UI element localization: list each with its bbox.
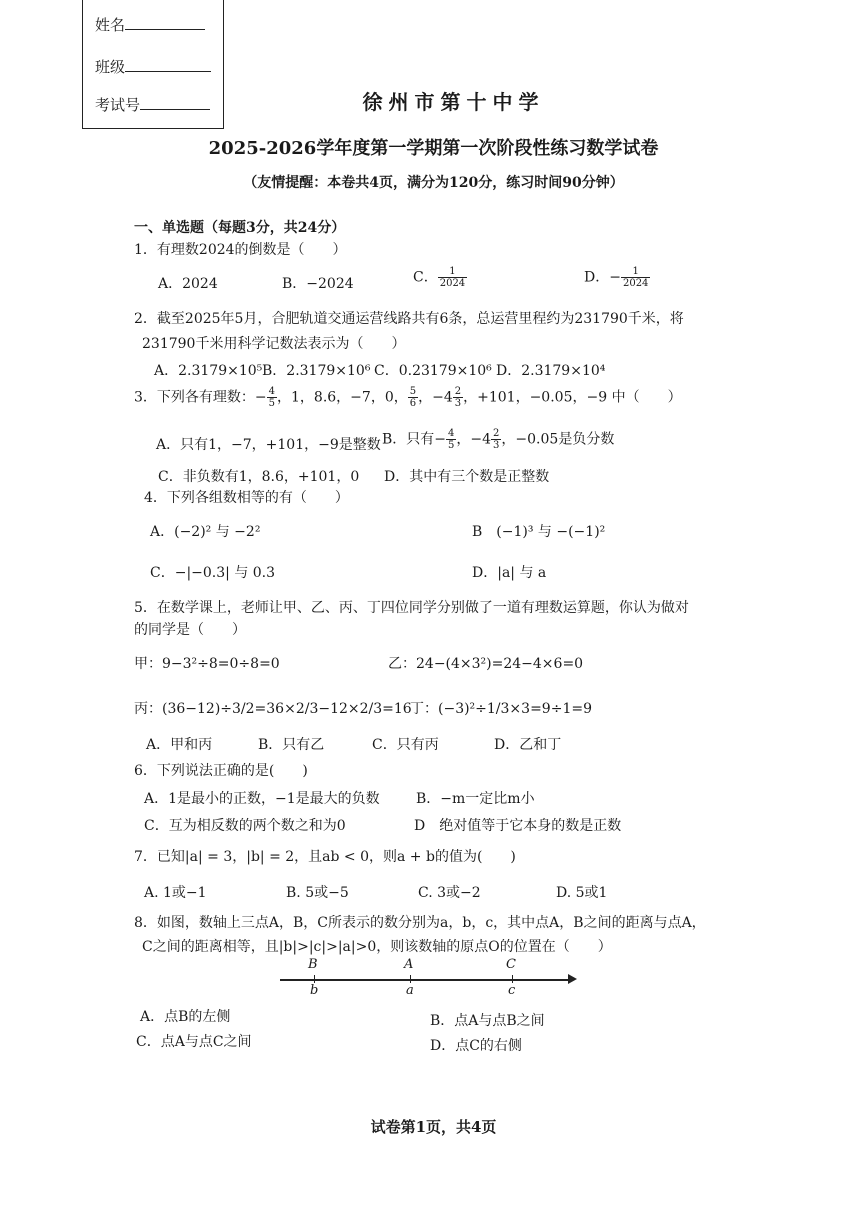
q5-option-a: A．甲和丙 xyxy=(146,737,213,753)
q8-option-a: A．点B的左侧 xyxy=(140,1009,231,1025)
q1-option-b: B．−2024 xyxy=(282,276,354,292)
arrow-icon xyxy=(568,974,577,984)
q6-option-d: D 绝对值等于它本身的数是正数 xyxy=(414,818,622,834)
q8-option-c: C．点A与点C之间 xyxy=(136,1034,252,1050)
q2-stem-line2: 231790千米用科学记数法表示为（ ） xyxy=(142,336,406,352)
q5-option-d: D．乙和丁 xyxy=(494,737,562,753)
tick-a xyxy=(410,975,411,983)
q2-option-d: D．2.3179×10⁴ xyxy=(496,363,606,379)
q8-option-b: B．点A与点B之间 xyxy=(430,1013,545,1029)
q5-stem-line1: 5．在数学课上，老师让甲、乙、丙、丁四位同学分别做了一道有理数运算题，你认为做对 xyxy=(134,600,689,616)
q4-option-c: C．−|−0.3| 与 0.3 xyxy=(150,565,276,581)
school-name: 徐州市第十中学 xyxy=(362,90,545,114)
number-line-figure xyxy=(280,955,580,1005)
q4-stem: 4．下列各组数相等的有（ ） xyxy=(144,490,349,506)
q1-option-d: D．− $\frac{1}{2024}$ xyxy=(584,266,649,289)
point-b-label: B xyxy=(308,957,318,972)
q6-option-c: C．互为相反数的两个数之和为0 xyxy=(144,818,346,834)
q7-option-b: B. 5或−5 xyxy=(286,885,349,901)
q3-option-a: A．只有1，−7，+101，−9是整数 xyxy=(156,437,381,453)
q6-stem: 6．下列说法正确的是( ) xyxy=(134,763,308,779)
value-c-label: c xyxy=(508,983,516,998)
q7-option-c: C. 3或−2 xyxy=(418,885,481,901)
q1-option-a: A．2024 xyxy=(158,276,218,292)
page-footer: 试卷第1页，共4页 xyxy=(370,1118,497,1136)
tick-c xyxy=(512,975,513,983)
q5-ding: 丁：(−3)²÷1/3×3=9÷1=9 xyxy=(410,701,592,717)
q6-option-a: A．1是最小的正数，−1是最大的负数 xyxy=(144,791,380,807)
q5-jia: 甲：9−3²÷8=0÷8=0 xyxy=(134,656,280,672)
q7-option-d: D. 5或1 xyxy=(556,885,608,901)
q2-option-a: A．2.3179×10⁵ xyxy=(154,363,263,379)
q1-option-c: C． $\frac{1}{2024}$ xyxy=(413,266,466,289)
q5-option-b: B．只有乙 xyxy=(258,737,325,753)
q2-option-c: C．0.23179×10⁶ xyxy=(374,363,492,379)
q1-stem: 1．有理数2024的倒数是（ ） xyxy=(134,242,347,258)
tick-b xyxy=(314,975,315,983)
point-c-label: C xyxy=(506,957,516,972)
q4-option-b: B (−1)³ 与 −(−1)² xyxy=(472,524,606,540)
q5-yi: 乙：24−(4×3²)=24−4×6=0 xyxy=(388,656,584,672)
q5-option-c: C．只有丙 xyxy=(372,737,439,753)
q3-stem: 3．下列各有理数：− $\frac{4}{5}$ ，1，8.6，−7，0， $\frac{5}{6}$ ，−4 $\frac{2}{3}$ ，+101，−0.05，−9 中（ ） xyxy=(134,386,682,409)
q2-stem-line1: 2．截至2025年5月，合肥轨道交通运营线路共有6条，总运营里程约为231790千米，将 xyxy=(134,311,684,327)
name-field[interactable]: 姓名 xyxy=(95,14,205,35)
number-line-axis xyxy=(280,979,572,981)
q6-option-b: B．−m一定比m小 xyxy=(416,791,535,807)
q8-stem-line2: C之间的距离相等，且|b|>|c|>|a|>0，则该数轴的原点O的位置在（ ） xyxy=(142,939,612,955)
q7-stem: 7．已知|a| = 3，|b| = 2，且ab < 0，则a + b的值为( ) xyxy=(134,849,516,865)
exam-no-field[interactable]: 考试号 xyxy=(95,94,210,115)
value-a-label: a xyxy=(406,983,414,998)
exam-title: 2025-2026学年度第一学期第一次阶段性练习数学试卷 xyxy=(208,138,659,159)
q4-option-d: D．|a| 与 a xyxy=(472,565,547,581)
class-field[interactable]: 班级 xyxy=(95,56,211,77)
q5-bing: 丙：(36−12)÷3/2=36×2/3−12×2/3=16 xyxy=(134,701,412,717)
q7-option-a: A. 1或−1 xyxy=(144,885,207,901)
section-title: 一、单选题（每题3分，共24分） xyxy=(134,220,346,236)
q5-stem-line2: 的同学是（ ） xyxy=(134,622,246,638)
q8-stem-line1: 8．如图，数轴上三点A，B，C所表示的数分别为a，b，c，其中点A，B之间的距离与点A， xyxy=(134,915,706,931)
exam-tip: （友情提醒：本卷共4页，满分为120分，练习时间90分钟） xyxy=(243,175,624,191)
q2-option-b: B．2.3179×10⁶ xyxy=(262,363,371,379)
q3-option-d: D．其中有三个数是正整数 xyxy=(384,469,550,485)
q4-option-a: A．(−2)² 与 −2² xyxy=(150,524,261,540)
q3-option-b: B．只有− $\frac{4}{5}$ ，−4 $\frac{2}{3}$ ，−0.05是负分数 xyxy=(382,428,615,451)
point-a-label: A xyxy=(404,957,414,972)
q8-option-d: D．点C的右侧 xyxy=(430,1038,522,1054)
q3-option-c: C．非负数有1，8.6，+101，0 xyxy=(158,469,360,485)
value-b-label: b xyxy=(310,983,319,998)
